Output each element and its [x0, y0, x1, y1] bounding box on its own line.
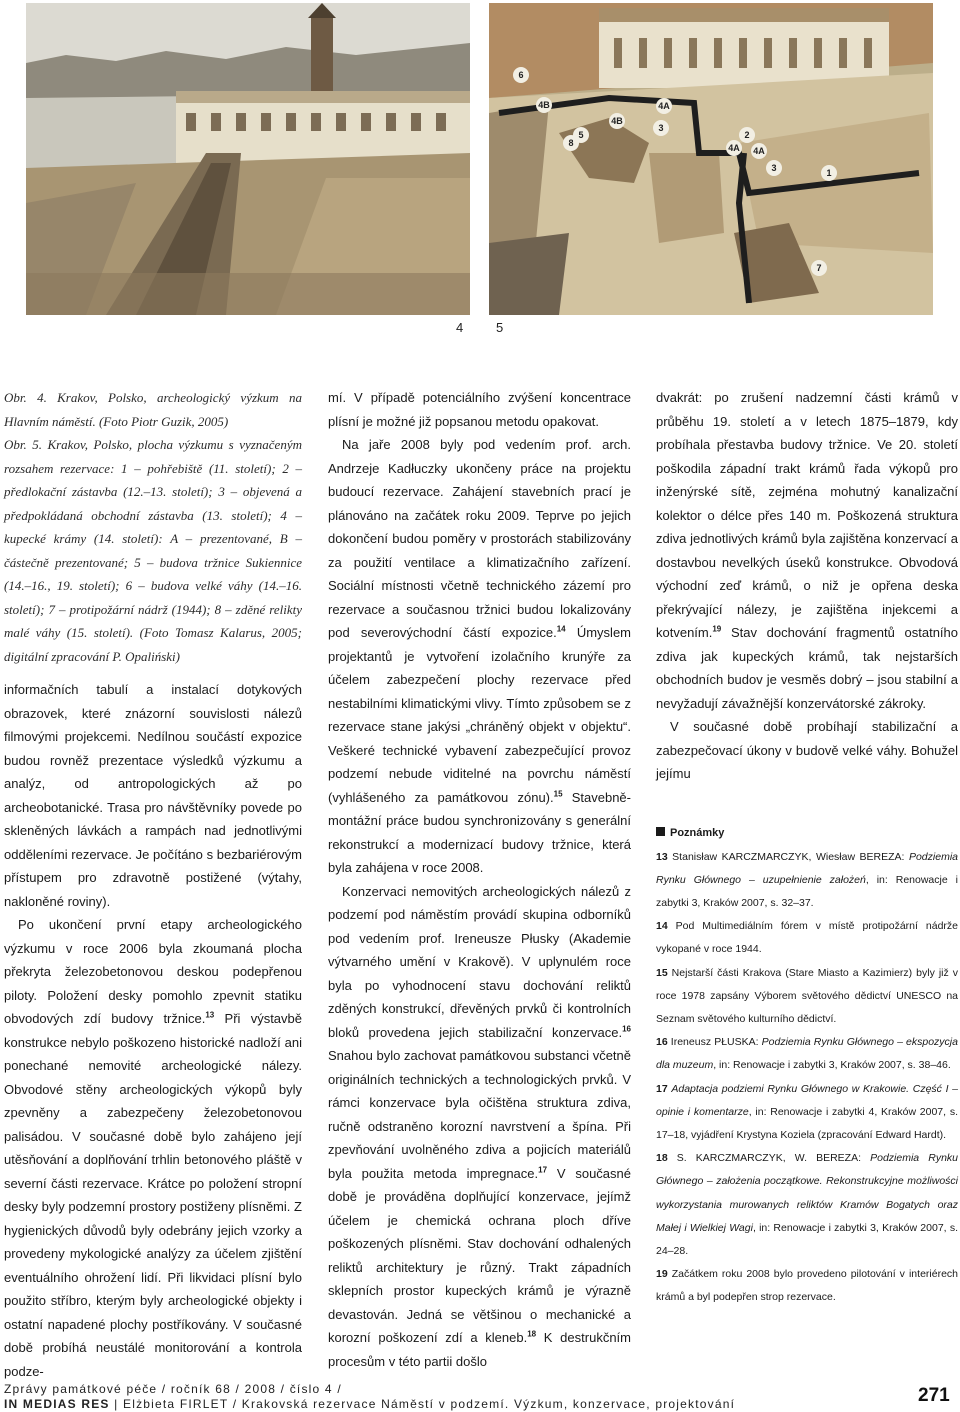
notes-section	[656, 824, 958, 1310]
fig5-label: 4A	[728, 143, 740, 153]
body-paragraph: informačních tabulí a instalací dotykových obrazovek, které znázorní souvislosti nálezů filmovými projekcemi. Nedílnou součástí expozice budou rovněž prezentace výsledků výzkumu a analýz, od antropologických až po archeobotanické. Trasa pro návštěvníky povede po skleněných lávkách a rampách nad jednotlivými odděleními rezervace. Je počítáno s bezbariérovým přístupem pro zdravotně postižené (výtahy, nakloněné roviny).	[4, 682, 302, 909]
footnote-ref: 19	[712, 624, 722, 634]
fig5-label: 8	[568, 138, 574, 148]
footnote: 16 Ireneusz PŁUSKA: Podziemia Rynku Głównego – ekspozycja dla muzeum, in: Renowacje i zabytki 3, Kraków 2007, s. 38–46.	[656, 1036, 958, 1072]
figure-4-number: 4	[456, 320, 464, 335]
body-paragraph: Po ukončení první etapy archeologického výzkumu v roce 2006 byla zkoumaná plocha překryta železobetonovou deskou podepřenou piloty. Položení desky pomohlo zpevnit statiku obvodových zdí budovy tržnice.$^{13}$ Při výstavbě konstrukce nebylo poškozeno historické nadloží ani ponechané nemovité archeologické nálezy. Obvodové stěny archeologických výkopů byly zpevněny a zabezpečeny železobetonovou palisádou. V současné době bylo zahájeno její utěsňování a doplňování trhlin betonového pláště v severní části rezervace. Krátce po položení stropní desky byly podzemní prostory postiženy plísněmi. Z hygienických důvodů byly odebrány jejich vzorky a provedeny mykologické analýzy za účelem zjištění eventuálního ohrožení lidí. Při likvidaci plísní bylo použito stříbro, kterým byly archeologické objekty i ostatní napadené plochy postříkovány. V současné době probíhá neustálé monitorování a kontrola podze-	[4, 917, 302, 1379]
column-2	[328, 386, 631, 1373]
footnote: 13 Stanisław KARCZMARCZYK, Wiesław BEREZA: Podziemia Rynku Głównego – uzupełnienie założeń, in: Renowacje i zabytki 3, Kraków 2007, s. 32–37.	[656, 850, 958, 909]
fig5-label: 3	[658, 123, 664, 133]
fig5-label: 7	[816, 263, 822, 273]
footnote-ref: 18	[527, 1329, 537, 1339]
footnote: 19 Začátkem roku 2008 bylo provedeno pilotování v interiérech krámů a byl podepřen strop rezervace.	[656, 1268, 958, 1304]
footnote: 17 Adaptacja podziemi Rynku Głównego w Krakowie. Część I – opinie i komentarze, in: Renowacje i zabytki 4, Kraków 2007, s. 17–18, vyjádření Krystyna Koziela (zpracování Edward Hardt).	[656, 1082, 959, 1141]
footnote-ref: 13	[205, 1010, 215, 1020]
fig5-label: 4A	[658, 101, 670, 111]
journal-line: Zprávy památkové péče / ročník 68 / 2008 / číslo 4 /	[4, 1382, 342, 1396]
footnote-ref: 15	[553, 789, 563, 799]
column-3	[656, 386, 958, 1310]
column-1	[4, 386, 302, 1383]
page-number: 271	[918, 1385, 950, 1406]
caption-fig-5: Obr. 5. Krakov, Polsko, plocha výzkumu s vyznačeným rozsahem rezervace: 1 – pohřebiště (11. století); 2 – předlokační zástavba (12.–13. století); 3 – objevená a předpokládaná obchodní zástavba (13. století); 4 – kupecké krámy (14. století): A – prezentované, B – částečně prezentované; 5 – budova tržnice Sukiennice (14.–16., 19. století); 6 – budova velké váhy (14.–16. století); 7 – protipožární nádrž (1944); 8 – zděné relikty malé váhy (15. století). (Foto Tomasz Kalarus, 2005; digitální zpracování P. Opaliński)	[4, 437, 302, 664]
figure-5-number: 5	[496, 320, 504, 335]
body-paragraph: Konzervaci nemovitých archeologických nálezů z podzemí pod náměstím provádí skupina odborníků pod vedením prof. Ireneusze Płusky (Akademie výtvarného umění v Krakově). V uplynulém roce byla po vyhodnocení stavu dochování reliktů zděných konstrukcí, dřevěných prvků či kontrolních bloků provedena jejich stabilizační konzervace.$^{16}$ Snahou bylo zachovat památkovou substanci včetně originálních technických a technologických prvků. V rámci konzervace byla očištěna struktura zdiva, ručně odstraněno korozní navrstvení a špína. Při zpevňování uvolněného zdiva a pojicích materiálů byla použita metoda impregnace.$^{17}$ V současné době je prováděna doplňující konzervace, jejímž účelem je chemická ochrana ploch dříve poškozených plísněmi. Stav dochování odhalených reliktů architektury je různý. Trakt západních sklepních prostor kupeckých krámů je výrazně devastován. Jedná se většinou o mechanické a korozní poškození zdí a kleneb.$^{18}$ K destrukčním procesům v této partii došlo	[328, 883, 631, 1369]
caption-fig-4: Obr. 4. Krakov, Polsko, archeologický výzkum na Hlavním náměstí. (Foto Piotr Guzik, 2005)	[4, 390, 302, 429]
article-line: IN MEDIAS RES | Elżbieta FIRLET / Krakovská rezervace Náměstí v podzemí. Výzkum, konzervace, projektování	[4, 1397, 736, 1411]
fig5-label: 6	[518, 70, 524, 80]
notes-heading: Poznámky	[656, 824, 958, 842]
body-paragraph: mí. V případě potenciálního zvýšení koncentrace plísní je možné již popsanou metodu opakovat.	[328, 390, 631, 429]
footnote-ref: 17	[538, 1165, 548, 1175]
footnote-ref: 14	[556, 624, 566, 634]
figure-5-photo	[489, 3, 933, 315]
fig5-label: 3	[771, 163, 777, 173]
footnote: 18 S. KARCZMARCZYK, W. BEREZA: Podziemia Rynku Głównego – założenia początkowe. Rekonstrukcyjne możliwości wykorzystania murowanych reliktów Kramów Bogatych oraz Małej i Wielkiej Wagi, in: Renowacje i zabytki 3, Kraków 2007, s. 24–28.	[656, 1152, 958, 1257]
footnote-ref: 16	[622, 1024, 631, 1034]
footnote: 15 Nejstarší části Krakova (Stare Miasto a Kazimierz) byly již v roce 1978 zapsány Výborem světového dědictví UNESCO na Seznam světového kulturního dědictví.	[656, 966, 958, 1025]
body-paragraph: V současné době probíhají stabilizační a zabezpečovací úkony v budově velké váhy. Bohužel jejímu	[656, 719, 958, 781]
fig5-label: 2	[744, 130, 750, 140]
body-paragraph: dvakrát: po zrušení nadzemní části krámů v průběhu 19. století a v letech 1875–1879, kdy probíhala přestavba budovy tržnice. Ve 20. století poškodila západní trakt krámů řada výkopů pro inženýrské sítě, zejména mohutný kanalizační kolektor o délce přes 140 m. Poškozená struktura zdiva jednotlivých krámů byla zajištěna konzervací a dostavbou nevelkých úseků konstrukce. Obvodová východní zeď krámů, o niž je opřena deska překrývající nálezy, je zajištěna injekcemi a kotvením.$^{19}$ Stav dochování fragmentů ostatního zdiva jak kupeckých krámů, tak nejstarších obchodních budov je vesměs dobrý – jsou stabilní a nevyžadují závažnější konzervátorské zákroky.	[656, 390, 958, 711]
fig5-label: 1	[826, 168, 832, 178]
footnote: 14 Pod Multimediálním fórem v místě protipožární nádrže vykopané v roce 1944.	[656, 920, 958, 956]
body-paragraph: Na jaře 2008 byly pod vedením prof. arch. Andrzeje Kadłuczky ukončeny práce na projektu budoucí rezervace. Zahájení stavebních prací je plánováno na začátek roku 2009. Teprve po jejich dokončení budou poměry v prostorách stabilizovány za použití ventilace a klimatizačního zařízení. Sociální místnosti včetně technického zázemí pro rezervace a současnou tržnici budou lokalizovány pod severovýchodní částí expozice.$^{14}$ Úmyslem projektantů je vytvoření izolačního krunýře za účelem zabezpečení plochy rezervace před nestabilními klimatickými vlivy. Tímto způsobem se z rezervace stane jakýsi „chráněný objekt v objektu“. Veškeré technické vybavení zabezpečující provoz podzemí nebude viditelné na povrchu náměstí (vyhlášeného za památkovou zónu).$^{15}$ Stavebně-montážní práce budou synchronizovány s generální rekonstrukcí a modernizací budovy tržnice, která byla zahájena v roce 2008.	[328, 437, 632, 875]
fig5-label: 4B	[611, 116, 623, 126]
figure-captions	[4, 386, 302, 668]
fig5-label: 4B	[538, 100, 550, 110]
fig5-label: 5	[578, 130, 584, 140]
fig5-label: 4A	[753, 146, 765, 156]
square-bullet-icon	[656, 827, 665, 836]
figure-4-photo	[26, 3, 470, 315]
